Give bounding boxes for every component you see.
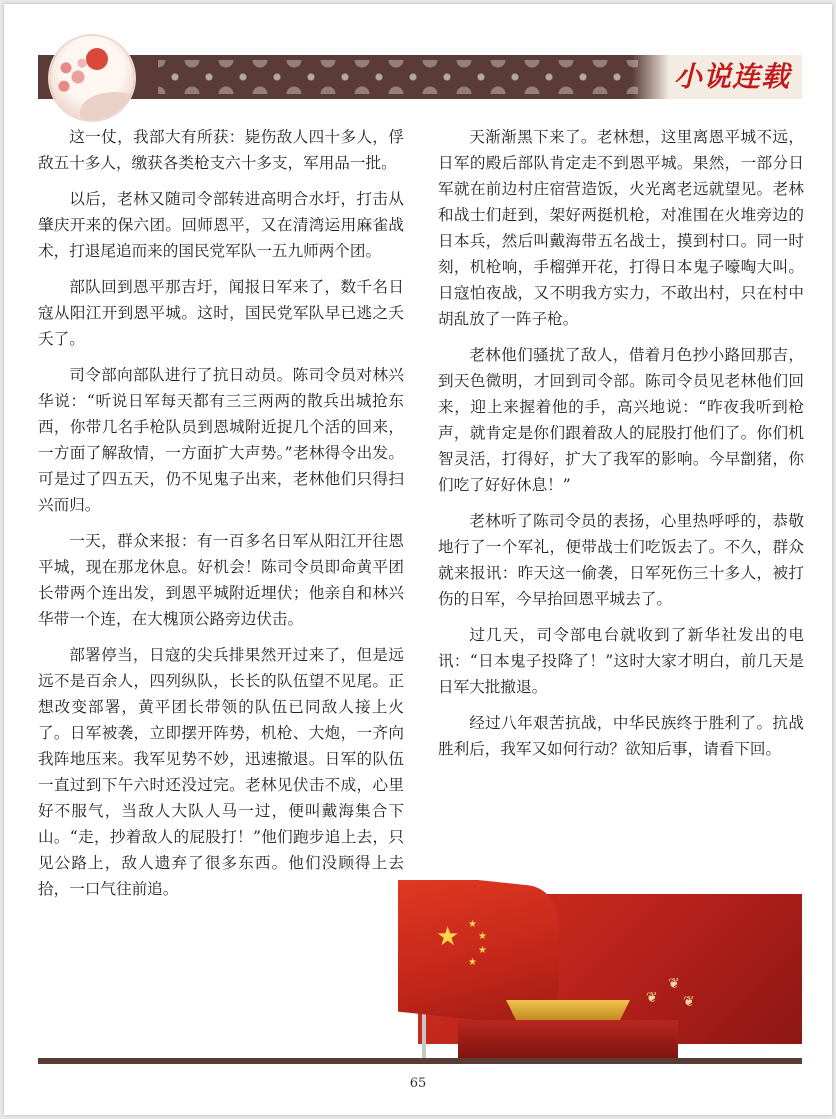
paragraph: 老林听了陈司令员的表扬，心里热呼呼的，恭敬地行了一个军礼，便带战士们吃饭去了。不久，群众就来报讯：昨天这一偷袭，日军死伤三十多人，被打伤的日军，今早抬回恩平城去了。 bbox=[438, 512, 804, 608]
paragraph: 这一仗，我部大有所获：毙伤敌人四十多人，俘敌五十多人，缴获各类枪支六十多支，军用品一批。 bbox=[38, 128, 404, 172]
paragraph: 部署停当，日寇的尖兵排果然开过来了，但是远远不是百余人，四列纵队，长长的队伍望不见尾。正想改变部署，黄平团长带领的队伍已同敌人接上火了。日军被袭，立即摆开阵势，机枪、大炮，一齐向我阵地压来。我军见势不妙，迅速撤退。日军的队伍一直过到下午六时还没过完。老林见伏击不成，心里好不服气，当敌人大队人马一过，便叫戴海集合下山。“走，抄着敌人的屁股打！”他们跑步追上去，只见公路上，敌人遗弃了很多东西。他们没顾得上去拾，一口气往前追。 bbox=[38, 646, 404, 898]
tiananmen-roof-icon bbox=[506, 1000, 630, 1020]
paragraph: 以后，老林又随司令部转进高明合水圩，打击从肇庆开来的保六团。回师恩平，又在清湾运用麻雀战术，打退尾追而来的国民党军队一五九师两个团。 bbox=[38, 190, 404, 260]
tiananmen-gate-icon bbox=[458, 1020, 678, 1058]
paragraph: 老林他们骚扰了敌人，借着月色抄小路回那吉，到天色微明，才回到司令部。陈司令员见老林他们回来，迎上来握着他的手，高兴地说：“昨夜我听到枪声，就肯定是你们跟着敌人的屁股打他们了。你们机智灵活，打得好，扩大了我军的影响。今早劏猪，你们吃了好好休息！” bbox=[438, 346, 804, 494]
plum-blossom-emblem-icon bbox=[50, 36, 134, 120]
small-star-icon: ★ bbox=[468, 957, 477, 968]
title-plate bbox=[632, 55, 802, 99]
blossom-icon bbox=[54, 54, 94, 100]
left-column bbox=[38, 124, 404, 912]
section-title: 小说连载 bbox=[673, 60, 790, 93]
paragraph: 天渐渐黑下来了。老林想，这里离恩平城不远，日军的殿后部队肯定走不到恩平城。果然，一部分日军就在前边村庄宿营造饭，火光离老远就望见。老林和战士们赶到，架好两挺机枪，对准围在火堆旁边的日本兵，然后叫戴海带五名战士，摸到村口。同一时刻，机枪响，手榴弹开花，打得日本鬼子嚎啕大叫。日寇怕夜战，又不明我方实力，不敢出村，只在村中胡乱放了一阵子枪。 bbox=[438, 128, 804, 328]
right-column bbox=[438, 124, 804, 772]
footer-rule bbox=[38, 1058, 802, 1064]
paragraph: 经过八年艰苦抗战，中华民族终于胜利了。抗战胜利后，我军又如何行动？欲知后事，请看下回。 bbox=[438, 714, 804, 758]
small-star-icon: ★ bbox=[468, 919, 477, 930]
dove-icon: ❦ bbox=[646, 990, 658, 1006]
paragraph: 司令部向部队进行了抗日动员。陈司令员对林兴华说：“听说日军每天都有三三两两的散兵出城抢东西，你带几名手枪队员到恩城附近捉几个活的回来，一方面了解敌情，一方面扩大声势。”老林得令出发。可是过了四五天，仍不见鬼子出来，老林他们只得扫兴而归。 bbox=[38, 366, 404, 514]
red-flag-illustration bbox=[398, 880, 802, 1058]
page-number: 65 bbox=[409, 1076, 427, 1091]
dove-icon: ❦ bbox=[683, 994, 695, 1010]
paragraph: 过几天，司令部电台就收到了新华社发出的电讯：“日本鬼子投降了！”这时大家才明白，前几天是日军大批撤退。 bbox=[438, 626, 804, 696]
paragraph: 一天，群众来报：有一百多名日军从阳江开往恩平城，现在那龙休息。好机会！陈司令员即命黄平团长带两个连出发，到恩平城附近埋伏；他亲自和林兴华带一个连，在大槐顶公路旁边伏击。 bbox=[38, 532, 404, 628]
header-band bbox=[38, 55, 802, 99]
small-star-icon: ★ bbox=[478, 945, 487, 956]
dove-icon: ❦ bbox=[668, 976, 680, 992]
ornament-pattern bbox=[158, 60, 638, 94]
large-star-icon: ★ bbox=[436, 922, 460, 952]
small-star-icon: ★ bbox=[478, 931, 487, 942]
paragraph: 部队回到恩平那吉圩，闻报日军来了，数千名日寇从阳江开到恩平城。这时，国民党军队早已逃之夭夭了。 bbox=[38, 278, 404, 348]
